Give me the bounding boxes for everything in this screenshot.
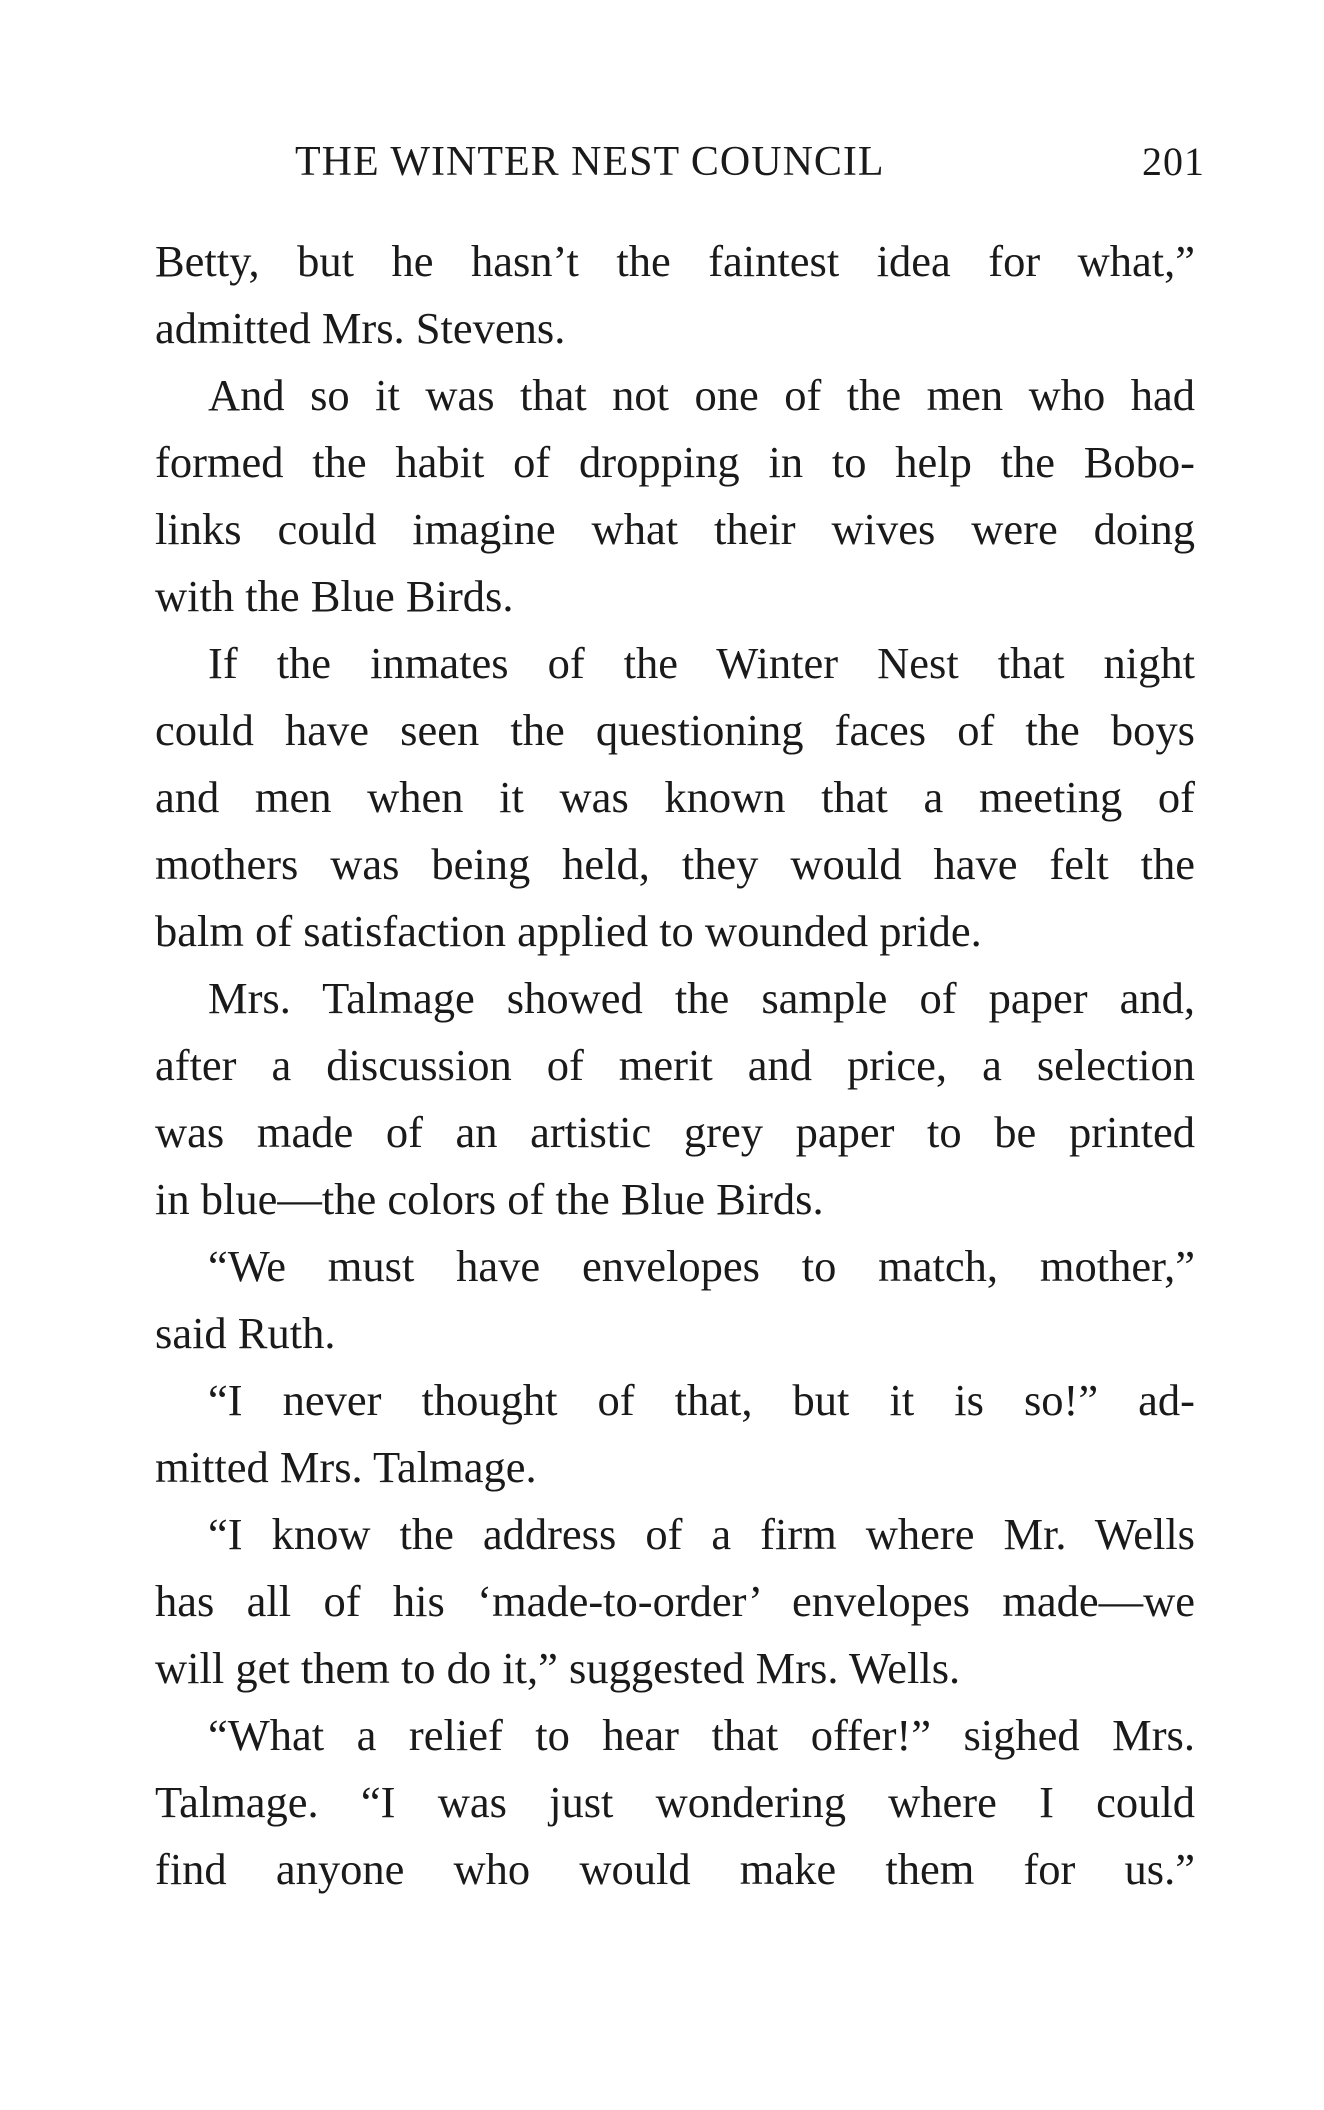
text-line: was made of an artistic grey paper to be printed	[155, 1107, 1195, 1157]
text-line: “I never thought of that, but it is so!” ad-	[208, 1375, 1195, 1425]
paragraph	[155, 1233, 1195, 1367]
text-line: “What a relief to hear that offer!” sighed Mrs.	[208, 1710, 1195, 1760]
text-line: after a discussion of merit and price, a selection	[155, 1040, 1195, 1090]
page-number: 201	[1142, 139, 1205, 184]
text-line: could have seen the questioning faces of the boys	[155, 705, 1195, 755]
text-line: mothers was being held, they would have felt the	[155, 839, 1195, 889]
text-line: find anyone who would make them for us.”	[155, 1844, 1195, 1894]
text-line: will get them to do it,” suggested Mrs. Wells.	[155, 1643, 961, 1693]
paragraph	[155, 228, 1195, 362]
paragraph	[155, 965, 1195, 1233]
paragraph	[155, 1367, 1195, 1501]
text-line: Talmage. “I was just wondering where I could	[155, 1777, 1195, 1827]
text-line: If the inmates of the Winter Nest that night	[208, 638, 1195, 688]
text-line: said Ruth.	[155, 1308, 336, 1358]
paragraph	[155, 362, 1195, 630]
text-line: admitted Mrs. Stevens.	[155, 303, 566, 353]
paragraph	[155, 630, 1195, 965]
text-line: links could imagine what their wives were doing	[155, 504, 1195, 554]
text-line: with the Blue Birds.	[155, 571, 514, 621]
text-line: “We must have envelopes to match, mother,”	[208, 1241, 1195, 1291]
text-line: Mrs. Talmage showed the sample of paper and,	[208, 973, 1195, 1023]
text-line: and men when it was known that a meeting of	[155, 772, 1195, 822]
text-line: formed the habit of dropping in to help the Bobo-	[155, 437, 1195, 487]
text-line: Betty, but he hasn’t the faintest idea for what,”	[155, 236, 1195, 286]
text-line: And so it was that not one of the men who had	[208, 370, 1195, 420]
running-header	[295, 138, 1205, 198]
paragraph	[155, 1702, 1195, 1903]
text-line: “I know the address of a firm where Mr. Wells	[208, 1509, 1195, 1559]
body-text	[155, 228, 1195, 1903]
text-line: has all of his ‘made-to-order’ envelopes made—we	[155, 1576, 1195, 1626]
paragraph	[155, 1501, 1195, 1702]
text-line: mitted Mrs. Talmage.	[155, 1442, 537, 1492]
text-line: balm of satisfaction applied to wounded pride.	[155, 906, 982, 956]
running-title: THE WINTER NEST COUNCIL	[295, 139, 885, 185]
text-line: in blue—the colors of the Blue Birds.	[155, 1174, 824, 1224]
